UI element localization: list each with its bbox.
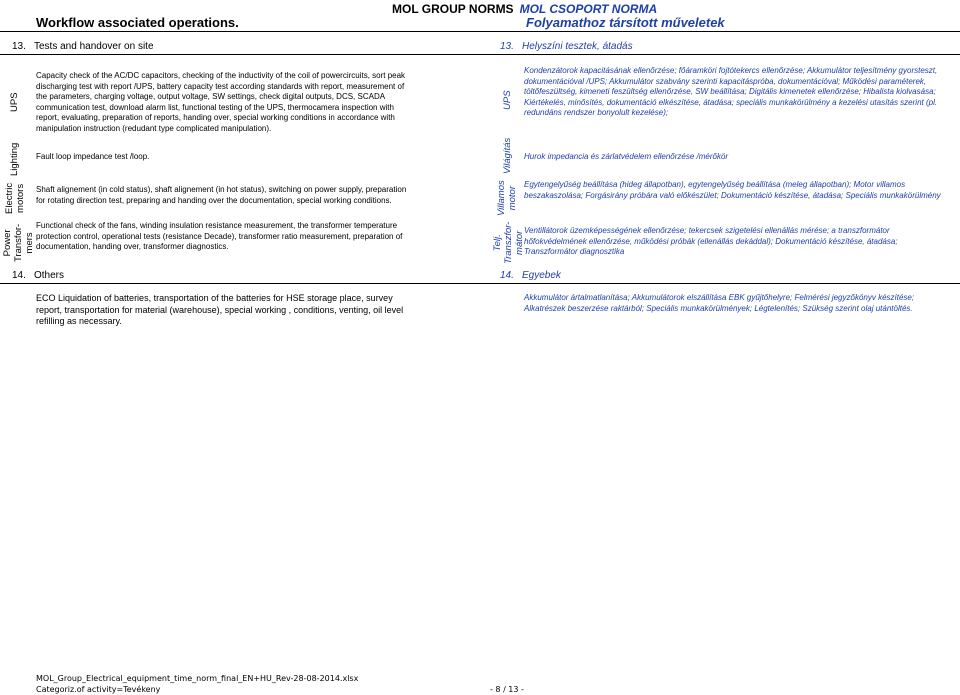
section-14-label: Others (34, 270, 65, 281)
row-label-transformers-3: mers (24, 232, 35, 254)
lighting-text-en: Fault loop impedance test /loop. (36, 152, 150, 161)
row-label-lighting-hu: Világítás (502, 137, 513, 174)
section-14-number-hu: 14. (500, 270, 514, 281)
row-label-transformers (2, 224, 35, 262)
brand-hu: MOL CSOPORT NORMA (519, 2, 658, 16)
row-label-motors-hu (496, 180, 518, 216)
page-title-hu: Folyamathoz társított műveletek (526, 15, 725, 30)
section-13-number-hu: 13. (500, 41, 514, 52)
row-label-motors (4, 183, 26, 214)
brand-en: MOL GROUP NORMS (392, 2, 514, 16)
row-label-transformers-hu-2: Transzfor- (503, 221, 514, 264)
others-text-en: ECO Liquidation of batteries, transportation of the batteries for HSE storage place, survey report, transportation for material (warehouse), special working , conditions, venting, oil level refilling as necessary. (36, 293, 404, 326)
row-label-transformers-hu-1: Telj. (492, 234, 503, 252)
motors-text-hu: Egytengelyűség beállítása (hideg állapotban), egytengelyűség beállítása (meleg állapotban); Motor villamos beszakaszolása; Forgásirány próbára való előkészület; Dokumentáció készítése, átadása; Speciális munkakörülmény (524, 180, 941, 200)
section-13-label-hu: Helyszíni tesztek, átadás (522, 41, 633, 52)
page-title-en: Workflow associated operations. (36, 15, 239, 30)
footer-file: MOL_Group_Electrical_equipment_time_norm_final_EN+HU_Rev-28-08-2014.xlsx (36, 674, 359, 683)
row-label-motors-2: motors (15, 183, 26, 213)
row-label-transformers-hu-3: mátor (514, 230, 525, 255)
section-14-number: 14. (12, 270, 26, 281)
section-13-divider (0, 54, 960, 55)
brand-header (392, 2, 657, 16)
row-label-ups-hu: UPS (502, 90, 513, 110)
row-label-motors-1: Electric (4, 182, 15, 214)
section-14-label-hu: Egyebek (522, 270, 561, 281)
others-text-hu: Akkumulátor ártalmatlanítása; Akkumulátorok elszállítása EBK gyűjtőhelyre; Felmérési jegyzőkönyv készítése; Alkatrészek beszerzése raktárból; Speciális munkakörülmények; Légtelenítés; Szükség szerint olaj utántöltés. (524, 293, 915, 313)
row-label-motors-hu-1: Villamos (496, 180, 507, 216)
ups-text-hu: Kondenzátorok kapacitásának ellenőrzése; főáramköri fojtótekercs ellenőrzése; Akkumulátor teljesítmény gyorsteszt, dokumentációval /UPS; Akkumulátor szabvány szerinti kapacitáspróba, dokumentációval; Működési paraméterek, töltőfeszültség, kimeneti feszültség ellenőrzése, SW beállítása; Digitális kimenetek ellenőrzése; Hibalista kiolvasása; Kiértékelés, minősítés, dokumentáció elkészítése, átadása; speciális munkakörülmény a kezelési utasítás szerint (pl. redundáns rendszer bonyolult kezelése); (524, 66, 938, 117)
header-divider (0, 31, 960, 32)
section-14-divider (0, 283, 960, 284)
transformers-text-hu: Ventillátorok üzemképességének ellenőrzése; tekercsek szigetelési ellenállás mérése; a transzformátor hőfokvédelmének ellenőrzése, működési próbák (ellenállás dekáddal); Dokumentáció készítése, átadása; Transzformátor diagnosztika (524, 226, 898, 256)
section-13-title-en (12, 41, 154, 52)
row-label-transformers-hu (492, 222, 525, 264)
row-label-lighting: Lighting (9, 142, 20, 176)
transformers-text-en: Functional check of the fans, winding insulation resistance measurement, the transformer temperature protection control, operational tests (resistance Decade), transformer ratio measurement, preparation of documentation, handing over, transformer diagnostics. (36, 221, 403, 251)
section-13-title-hu (500, 41, 633, 52)
section-13-label: Tests and handover on site (34, 41, 154, 52)
page-number: - 8 / 13 - (490, 685, 524, 694)
section-14-title-hu (500, 270, 561, 281)
lighting-text-hu: Hurok impedancia és zárlatvédelem ellenőrzése /mérőkör (524, 152, 729, 161)
motors-text-en: Shaft alignement (in cold status), shaft alignement (in hot status), switching on power supply, preparation for rotating direction test, preparing and handing over the documentation, special working conditions. (36, 185, 407, 205)
section-13-number: 13. (12, 41, 26, 52)
row-label-transformers-2: Transfor- (13, 223, 24, 262)
row-label-transformers-1: Power (2, 229, 13, 257)
ups-text-en: Capacity check of the AC/DC capacitors, checking of the inductivity of the coil of powercircuits, sort peak discharging test with report /UPS, battery capacity test according standards with report, measurement of the parameters, charging voltage, output voltage, SW settings, check digital outputs, DCS, SCADA communication test, download alarm list, functional testing of the UPS, thermocamera inspection with report, evaluating, preparation of reports, handing over, special working conditions in accordance with manipulation instruction (redudant type complicated manipulation). (36, 71, 406, 133)
section-14-title-en (12, 270, 64, 281)
footer-category: Categoriz.of activity=Tevékeny (36, 685, 161, 694)
row-label-ups: UPS (9, 92, 20, 112)
row-label-motors-hu-2: motor (507, 185, 518, 211)
